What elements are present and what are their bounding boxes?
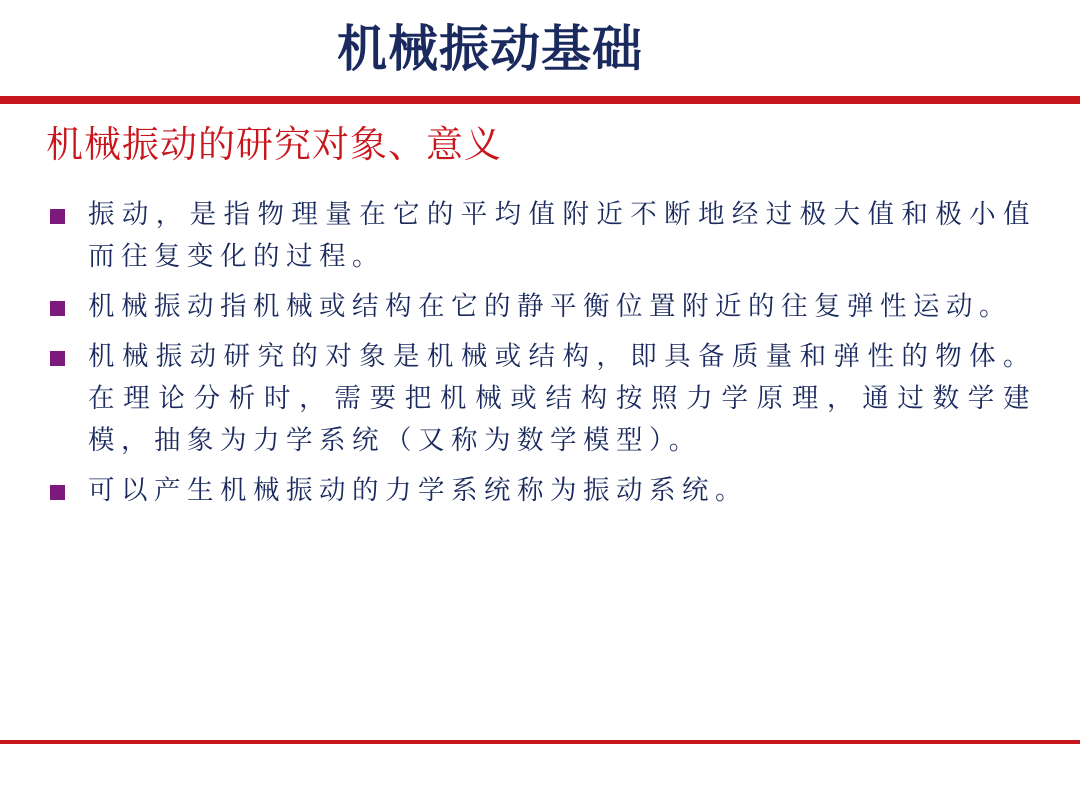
bullet-list <box>46 194 1036 520</box>
title-divider <box>0 96 1080 104</box>
list-item <box>46 286 1036 328</box>
footer-divider <box>0 740 1080 744</box>
bullet-text: 机械振动研究的对象是机械或结构，即具备质量和弹性的物体。在理论分析时，需要把机械或结构按照力学原理，通过数学建模，抽象为力学系统（又称为数学模型）。 <box>88 341 1036 456</box>
page-title: 机械振动基础 <box>337 20 643 78</box>
section-heading: 机械振动的研究对象、意义 <box>46 123 502 166</box>
list-item <box>46 194 1036 278</box>
bullet-text: 振动，是指物理量在它的平均值附近不断地经过极大值和极小值而往复变化的过程。 <box>88 199 1036 272</box>
bullet-text: 机械振动指机械或结构在它的静平衡位置附近的往复弹性运动。 <box>88 291 1012 322</box>
bullet-text: 可以产生机械振动的力学系统称为振动系统。 <box>88 475 748 506</box>
list-item <box>46 470 1036 512</box>
square-bullet-icon <box>50 351 65 366</box>
square-bullet-icon <box>50 209 65 224</box>
square-bullet-icon <box>50 485 65 500</box>
square-bullet-icon <box>50 301 65 316</box>
list-item <box>46 336 1036 462</box>
